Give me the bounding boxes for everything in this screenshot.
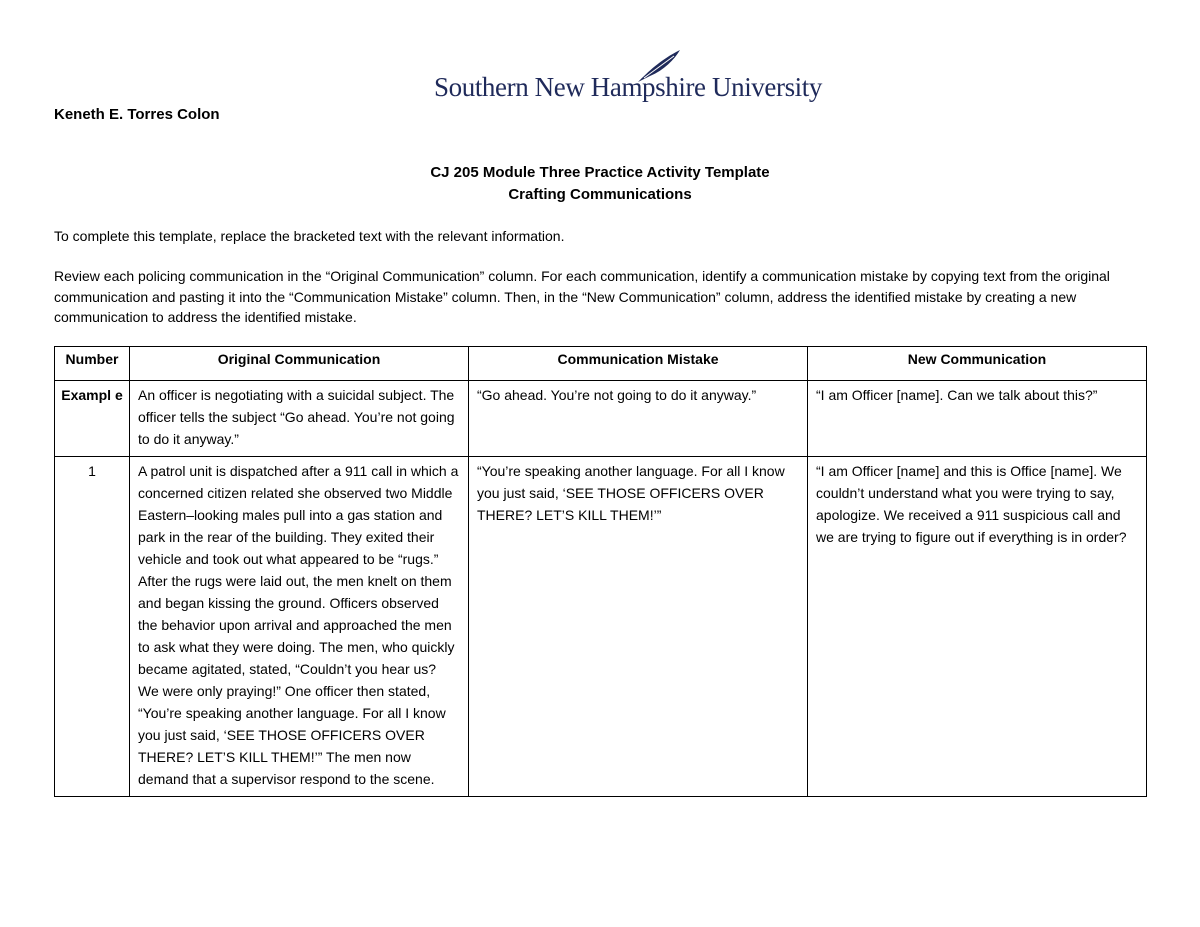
cell-original: A patrol unit is dispatched after a 911 call in which a concerned citizen related she observed two Middle Eastern–looking males pull into a gas station and park in the rear of the building. They exited their vehicle and took out what appeared to be “rugs.” After the rugs were laid out, the men knelt on them and began kissing the ground. Officers observed the behavior upon arrival and approached the men to ask what they were doing. The men, who quickly became agitated, stated, “Couldn’t you hear us? We were only praying!” One officer then stated, “You’re speaking another language. For all I know you just said, ‘SEE THOSE OFFICERS OVER THERE? LET’S KILL THEM!’” The men now demand that a supervisor respond to the scene. [130,457,469,797]
title-line-2: Crafting Communications [508,186,692,203]
header-new-communication: New Communication [808,347,1147,381]
logo-wordmark: Southern New Hampshire University [434,72,822,102]
cell-mistake: “You’re speaking another language. For all I know you just said, ‘SEE THOSE OFFICERS OVER THERE? LET’S KILL THEM!’” [469,457,808,797]
cell-new: “I am Officer [name]. Can we talk about this?” [808,381,1147,457]
table-row [55,457,1147,797]
header-communication-mistake: Communication Mistake [469,347,808,381]
table-header-row [55,347,1147,381]
instruction-paragraph-1: To complete this template, replace the bracketed text with the relevant information. [54,228,565,244]
cell-mistake: “Go ahead. You’re not going to do it anyway.” [469,381,808,457]
header-number: Number [55,347,130,381]
row-number: Exampl e [55,381,130,457]
title-line-1: CJ 205 Module Three Practice Activity Template [430,164,770,181]
university-logo [434,48,822,106]
table-row [55,381,1147,457]
cell-new: “I am Officer [name] and this is Office [name]. We couldn’t understand what you were trying to say, apologize. We received a 911 suspicious call and we are trying to figure out if everything is in order? [808,457,1147,797]
communications-table [54,346,1147,797]
author-name: Keneth E. Torres Colon [54,106,220,123]
row-number: 1 [55,457,130,797]
cell-original: An officer is negotiating with a suicidal subject. The officer tells the subject “Go ahead. You’re not going to do it anyway.” [130,381,469,457]
instruction-paragraph-2: Review each policing communication in the “Original Communication” column. For each communication, identify a communication mistake by copying text from the original communication and pasting it into the “Communication Mistake” column. Then, in the “New Communication” column, address the identified mistake by creating a new communication to address the identified mistake. [54,268,1110,325]
page-title [0,162,1200,206]
header-original-communication: Original Communication [130,347,469,381]
